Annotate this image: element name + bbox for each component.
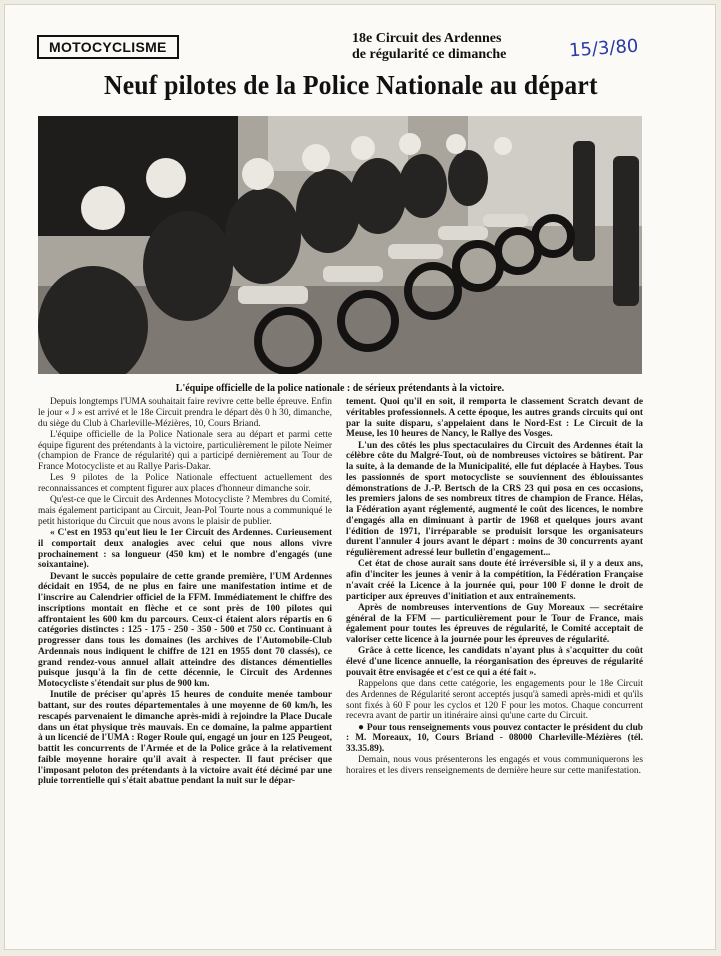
- paragraph: Cet état de chose aurait sans doute été irréversible si, il y a deux ans, afin d'inciter les jeunes à venir à la compétition, la Fédération Française n'avait créé la Licence à la journée qui, pour 100 F donne le droit de participer aux épreuves d'initiation et aux entraînements.: [346, 559, 643, 602]
- subhead: [352, 31, 592, 63]
- motorcycle-riders-illustration: [38, 116, 642, 374]
- team-photo: [38, 116, 642, 374]
- article-column-2: [346, 397, 643, 777]
- section-rubric: MOTOCYCLISME: [37, 35, 179, 59]
- paragraph: L'équipe officielle de la Police Nationale sera au départ et parmi cette équipe figurent des prétendants à la victoire, particulièrement le pilote Neimer (champion de France de régularité) qui a participé dernièrement au Tour de France Motocycliste et au Rallye Paris-Dakar.: [38, 429, 332, 472]
- paragraph: Inutile de préciser qu'après 15 heures de conduite menée tambour battant, sur des routes départementales à une moyenne de 60 km/h, les rescapés parvenaient le dimanche après-midi à rejoindre la Place Ducale dans un état physique très mauvais. En ce domaine, la palme appartient à un licencié de l'UMA : Roger Roule qui, engagé un jour en 125 Peugeot, battit les concurrents de l'Armée et de la Police grâce à la relativement faible moyenne horaire qu'il avait à respecter. Il faut préciser que l'imposant peloton des prétendants à la victoire avait été décimé par une pluie torrentielle qui s'était abattue pendant la nuit sur le dépar-: [38, 690, 332, 787]
- paragraph: Grâce à cette licence, les candidats n'ayant plus à s'acquitter du coût élevé d'une licence annuelle, la réorganisation des épreuves de régularité pouvait être envisagée et c'est ce qui a été fait ».: [346, 646, 643, 678]
- headline: Neuf pilotes de la Police Nationale au départ: [104, 70, 598, 100]
- paragraph: Les 9 pilotes de la Police Nationale effectuent actuellement des reconnaissances et comptent figurer aux places d'honneur dimanche soir.: [38, 473, 332, 494]
- subhead-line-1: 18e Circuit des Ardennes: [352, 31, 502, 46]
- paragraph: Après de nombreuses interventions de Guy Moreaux — secrétaire général de la FFM — particulièrement pour le Tour de France, mais également pour toutes les épreuves de régularité, le Comité acceptait de valoriser cette licence à la journée pour les épreuves de régularité.: [346, 602, 643, 645]
- subhead-line-2: de régularité ce dimanche: [352, 47, 507, 62]
- handwritten-date: 15/3/80: [568, 35, 640, 62]
- bullet-icon: ●: [358, 721, 367, 733]
- paragraph: Qu'est-ce que le Circuit des Ardennes Motocycliste ? Membres du Comité, mais également participant au Circuit, Jean-Pol Tourte nous a communiqué le petit historique du Circuit que nous avons le plaisir de publier.: [38, 495, 332, 527]
- newspaper-clipping: [4, 4, 716, 950]
- paragraph: Depuis longtemps l'UMA souhaitait faire revivre cette belle épreuve. Enfin le jour « J » est arrivé et le 18e Circuit prendra le départ dès 0 h 30, dimanche, du siège du Club à Charleville-Mézières, 10, Cours Briand.: [38, 397, 332, 429]
- photo-caption: L'équipe officielle de la police nationale : de sérieux prétendants à la victoire.: [175, 383, 505, 394]
- paragraph: tement. Quoi qu'il en soit, il remporta le classement Scratch devant de véritables professionnels. A cette époque, les autres grands circuits qui ont par la suite disparu, s'appelaient dans le Nord-Est : Le Circuit de la Meuse, les 10 heures de Nancy, le Rallye des Vosges.: [346, 397, 643, 440]
- paragraph: « C'est en 1953 qu'eut lieu le 1er Circuit des Ardennes. Curieusement il comportait deux analogies avec celui que nous allons vivre prochainement : sa longueur (450 km) et le nombre d'engagés (une soixantaine).: [38, 528, 332, 571]
- contact-text: Pour tous renseignements vous pouvez contacter le président du club : M. Moreaux, 10, Cours Briand - 08000 Charleville-Mézières (tél. 33.35.89).: [346, 722, 643, 754]
- paragraph-contact: [346, 723, 643, 755]
- article-column-1: [38, 397, 332, 788]
- paragraph: Rappelons que dans cette catégorie, les engagements pour le 18e Circuit des Ardennes de Régularité seront acceptés jusqu'à samedi après-midi et qu'ils sont fixés à 60 F pour les cyclos et 120 F pour les motos. Chaque concurrent recevra avant de partir un itinéraire ainsi qu'une carte du Circuit.: [346, 679, 643, 722]
- paragraph: Demain, nous vous présenterons les engagés et vous communiquerons les horaires et les divers renseignements de dernière heure sur cette manifestation.: [346, 755, 643, 776]
- paragraph: Devant le succès populaire de cette grande première, l'UM Ardennes décidait en 1954, de ne plus en faire une manifestation intime et de l'inscrire au Calendrier officiel de la FFM. Immédiatement le chiffre des inscriptions montait en flèche et ce sont près de 100 pilotes qui affrontaient les 600 km du parcours. Ceux-ci étaient alors répartis en 6 catégories distinctes : 125 - 175 - 250 - 350 - 500 et 750 cc. Continuant à progresser dans tous les domaines (les archives de l'Automobile-Club Ardennais nous indiquent le chiffre de 121 en 1955 dont 70 classés), ce grand rendez-vous annuel allait atteindre des distances démentielles puisque jusqu'à la fin de cette décennie, le Circuit des Ardennes Motocycliste s'étendait sur plus de 900 km.: [38, 571, 332, 689]
- paragraph: L'un des côtés les plus spectaculaires du Circuit des Ardennes était la célèbre côte du Malgré-Tout, où de nombreuses victoires se bâtirent. Par la suite, à la demande de la Municipalité, elle fut déplacée à Haybes. Tous les passionnés de sport motocycliste se souviennent des éblouissantes démonstrations de J.-P. Bertsch de la CRS 23 qui posa en ces occasions, les premiers jalons de ses nombreux titres de champion de France. Hélas, la Fédération ayant réglementé, augmenté le coût des licences, le nombre d'engagés alla en diminuant à partir de 1968 et quelques jours avant l'édition de 1971, l'irréparable se produisit lorsque les organisateurs durent l'annuler 4 jours avant le départ : moins de 30 concurrents ayant régulièrement adressé leur bulletin d'engagement...: [346, 440, 643, 558]
